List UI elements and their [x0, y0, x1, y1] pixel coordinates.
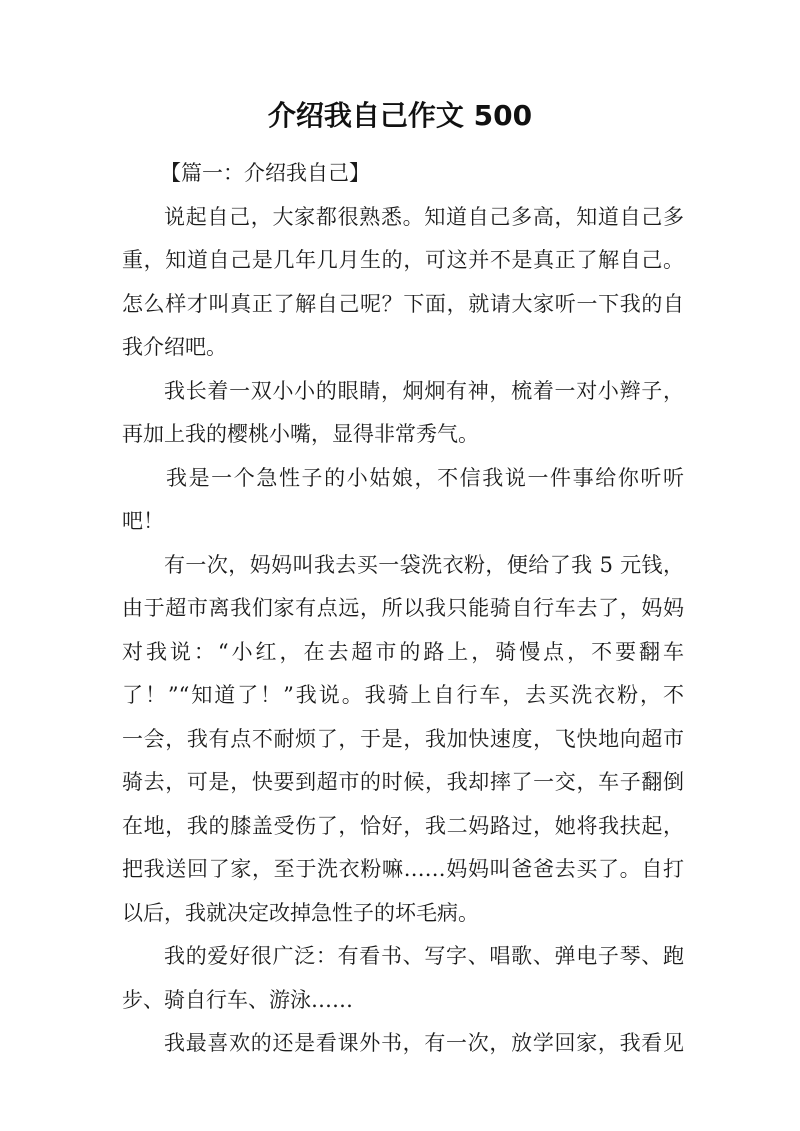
document-title: 介绍我自己作文 500 [267, 99, 533, 132]
body-line: 我介绍吧。 [122, 335, 227, 359]
body-line: 由于超市离我们家有点远，所以我只能骑自行车去了，妈妈 [122, 596, 684, 620]
body-line: 吧！ [122, 509, 164, 533]
document-body [122, 152, 684, 1066]
body-line: 重，知道自己是几年几月生的，可这并不是真正了解自己。 [122, 248, 684, 272]
body-line: 我最喜欢的还是看课外书，有一次，放学回家，我看见 [164, 1031, 684, 1055]
body-line: 一会，我有点不耐烦了，于是，我加快速度，飞快地向超市 [122, 726, 684, 751]
body-line: 我的爱好很广泛：有看书、写字、唱歌、弹电子琴、跑 [164, 944, 684, 968]
body-line: 骑去，可是，快要到超市的时候，我却摔了一交，车子翻倒 [122, 770, 684, 794]
body-line: 步、骑自行车、游泳…… [122, 987, 353, 1012]
body-line: 把我送回了家，至于洗衣粉嘛……妈妈叫爸爸去买了。自打 [122, 857, 684, 881]
body-line: 以后，我就决定改掉急性子的坏毛病。 [122, 900, 479, 925]
body-line: 怎么样才叫真正了解自己呢？下面，就请大家听一下我的自 [122, 291, 684, 316]
body-line: 在地，我的膝盖受伤了，恰好，我二妈路过，她将我扶起， [122, 813, 684, 838]
section-heading: 【篇一：介绍我自己】 [160, 161, 370, 185]
body-line: 了！”“知道了！”我说。我骑上自行车，去买洗衣粉，不 [122, 683, 684, 707]
body-line: 有一次，妈妈叫我去买一袋洗衣粉，便给了我 5 元钱， [164, 552, 684, 577]
body-line: 我长着一双小小的眼睛，炯炯有神，梳着一对小辫子， [164, 378, 684, 403]
body-line: 对我说：“小红，在去超市的路上，骑慢点，不要翻车 [122, 639, 684, 664]
body-line: 我是一个急性子的小姑娘，不信我说一件事给你听听 [166, 465, 684, 490]
body-line: 说起自己，大家都很熟悉。知道自己多高，知道自己多 [164, 204, 684, 229]
body-line: 再加上我的樱桃小嘴，显得非常秀气。 [122, 422, 479, 446]
